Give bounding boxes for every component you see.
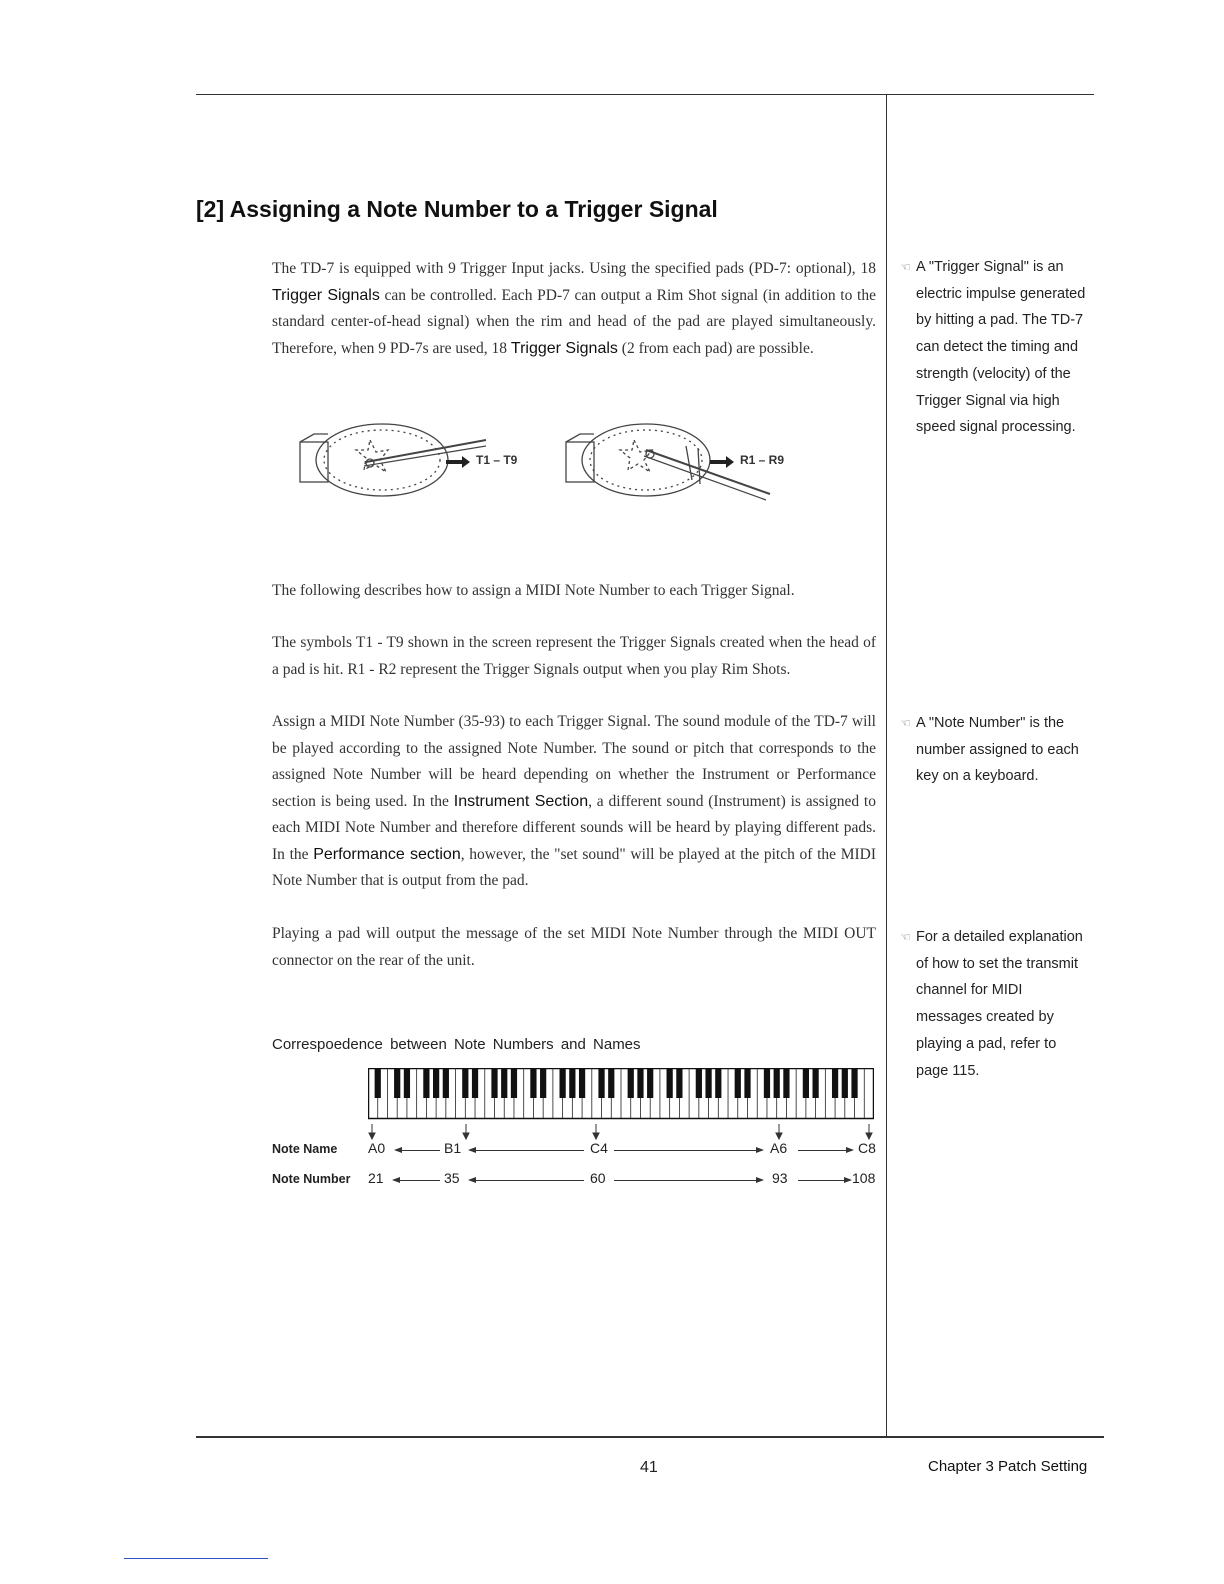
top-rule: [196, 94, 1094, 95]
arrow-c8-head: [866, 1133, 872, 1139]
black-key: [851, 1068, 857, 1098]
black-key: [462, 1068, 468, 1098]
black-key: [501, 1068, 507, 1098]
note-number-row: [272, 1170, 882, 1190]
arrow-a0-head: [369, 1133, 375, 1139]
connector: [394, 1180, 440, 1181]
intro-text-2: can be controlled. Each PD-7 can output a Rim Shot signal (in addition to the standard center-of-head signal) when the rim and head of the pad are played simultaneously. Therefore, when 9 PD-7s are used, 18: [272, 286, 876, 357]
black-key: [744, 1068, 750, 1098]
black-key: [813, 1068, 819, 1098]
black-key: [667, 1068, 673, 1098]
head-trigger-label: T1 – T9: [476, 453, 518, 467]
note-name-row: [272, 1140, 882, 1160]
black-key: [803, 1068, 809, 1098]
note-number-93: 93: [772, 1170, 788, 1186]
note-number-108: 108: [852, 1170, 876, 1186]
piano-keyboard: [368, 1068, 874, 1120]
black-key: [530, 1068, 536, 1098]
black-key: [404, 1068, 410, 1098]
black-key: [491, 1068, 497, 1098]
note-number-35: 35: [444, 1170, 460, 1186]
assign-paragraph: [272, 709, 876, 895]
sidenote-note-number-text: A "Note Number" is the number assigned to each key on a keyboard.: [916, 715, 1079, 785]
note-name-label: Note Name: [272, 1142, 338, 1156]
bottom-rule: [196, 1436, 1104, 1438]
black-key: [637, 1068, 643, 1098]
black-key: [764, 1068, 770, 1098]
assign-emphasis-instrument: Instrument Section: [453, 792, 589, 810]
black-key: [598, 1068, 604, 1098]
arrow-c4-head: [593, 1133, 599, 1139]
black-key: [696, 1068, 702, 1098]
black-key: [783, 1068, 789, 1098]
black-key: [375, 1068, 381, 1098]
black-key: [423, 1068, 429, 1098]
pointer-icon: ☜: [900, 930, 911, 944]
black-key: [540, 1068, 546, 1098]
following-paragraph: The following describes how to assign a MIDI Note Number to each Trigger Signal.: [272, 582, 795, 599]
playing-paragraph: Playing a pad will output the message of the set MIDI Note Number through the MIDI OUT connector on the rear of the unit.: [272, 925, 876, 969]
black-key: [774, 1068, 780, 1098]
assign-text-3: , however, the "set sound" will be played at the pitch of the MIDI Note Number that is output from the pad.: [272, 845, 877, 889]
black-key: [472, 1068, 478, 1098]
black-key: [735, 1068, 741, 1098]
rim-trigger-label: R1 – R9: [740, 453, 785, 467]
assign-emphasis-performance: Performance section: [313, 845, 461, 863]
intro-emphasis-1: Trigger Signals: [272, 286, 380, 304]
black-key: [628, 1068, 634, 1098]
rim-arrow-icon: [710, 456, 734, 468]
intro-emphasis-2: Trigger Signals: [510, 339, 618, 357]
connector: [614, 1180, 762, 1181]
pointer-icon: ☜: [900, 716, 911, 730]
margin-divider: [886, 94, 887, 1436]
note-number-60: 60: [590, 1170, 606, 1186]
connector: [798, 1180, 850, 1181]
assign-text-2: , a different sound (Instrument) is assigned to each MIDI Note Number and therefore different sounds will be heard by playing different pads. In the: [272, 792, 876, 863]
black-key: [647, 1068, 653, 1098]
connector: [614, 1150, 762, 1151]
black-key: [569, 1068, 575, 1098]
black-key: [608, 1068, 614, 1098]
connector: [396, 1150, 440, 1151]
black-key: [705, 1068, 711, 1098]
connector: [470, 1180, 584, 1181]
sidenote-midi-channel: [900, 924, 1086, 1084]
head-arrow-icon: [446, 456, 470, 468]
black-key: [579, 1068, 585, 1098]
sidenote-trigger-text: A "Trigger Signal" is an electric impulse generated by hitting a pad. The TD-7 can detect the timing and strength (velocity) of the Trigger Signal via high speed signal processing.: [916, 259, 1086, 436]
intro-paragraph: [272, 256, 876, 362]
black-key: [832, 1068, 838, 1098]
connector: [798, 1150, 852, 1151]
note-name-a0: A0: [368, 1140, 386, 1156]
black-key: [394, 1068, 400, 1098]
black-key: [842, 1068, 848, 1098]
pad-diagram: [290, 400, 830, 520]
intro-text-3: (2 from each pad) are possible.: [617, 339, 814, 357]
assign-text-1: Assign a MIDI Note Number (35-93) to each Trigger Signal. The sound module of the TD-7 will be played according to the assigned Note Number. The sound or pitch that corresponds to the assigned Note Number will be heard depending on whether the Instrument or Performance section is being used. In the: [272, 713, 876, 810]
note-name-b1: B1: [444, 1140, 462, 1156]
black-key: [511, 1068, 517, 1098]
sidenote-note-number: [900, 710, 1086, 790]
sidenote-midi-text: For a detailed explanation of how to set the transmit channel for MIDI messages created by playing a pad, refer to page 115.: [916, 929, 1083, 1079]
black-key: [560, 1068, 566, 1098]
black-key: [443, 1068, 449, 1098]
note-number-21: 21: [368, 1170, 384, 1186]
intro-text-1: The TD-7 is equipped with 9 Trigger Input jacks. Using the specified pads (PD-7: optional), 18: [272, 260, 876, 277]
note-number-label: Note Number: [272, 1172, 351, 1186]
page-number: 41: [640, 1459, 658, 1476]
arrow-b1-head: [463, 1133, 469, 1139]
note-name-c4: C4: [590, 1140, 608, 1156]
pointer-icon: ☜: [900, 260, 911, 274]
black-key: [676, 1068, 682, 1098]
sidenote-trigger-signal: [900, 254, 1086, 441]
note-name-a6: A6: [770, 1140, 788, 1156]
black-key: [433, 1068, 439, 1098]
arrow-a6-head: [776, 1133, 782, 1139]
connector: [470, 1150, 584, 1151]
chapter-label: Chapter 3 Patch Setting: [928, 1458, 1088, 1475]
keyboard-caption: Correspoedence between Note Numbers and Names: [272, 1036, 641, 1053]
section-title: [2] Assigning a Note Number to a Trigger Signal: [196, 196, 718, 222]
page-edge-line: [124, 1558, 268, 1559]
black-key: [715, 1068, 721, 1098]
note-name-c8: C8: [858, 1140, 876, 1156]
symbols-paragraph: The symbols T1 - T9 shown in the screen represent the Trigger Signals created when the head of a pad is hit. R1 - R2 represent the Trigger Signals output when you play Rim Shots.: [272, 634, 876, 678]
